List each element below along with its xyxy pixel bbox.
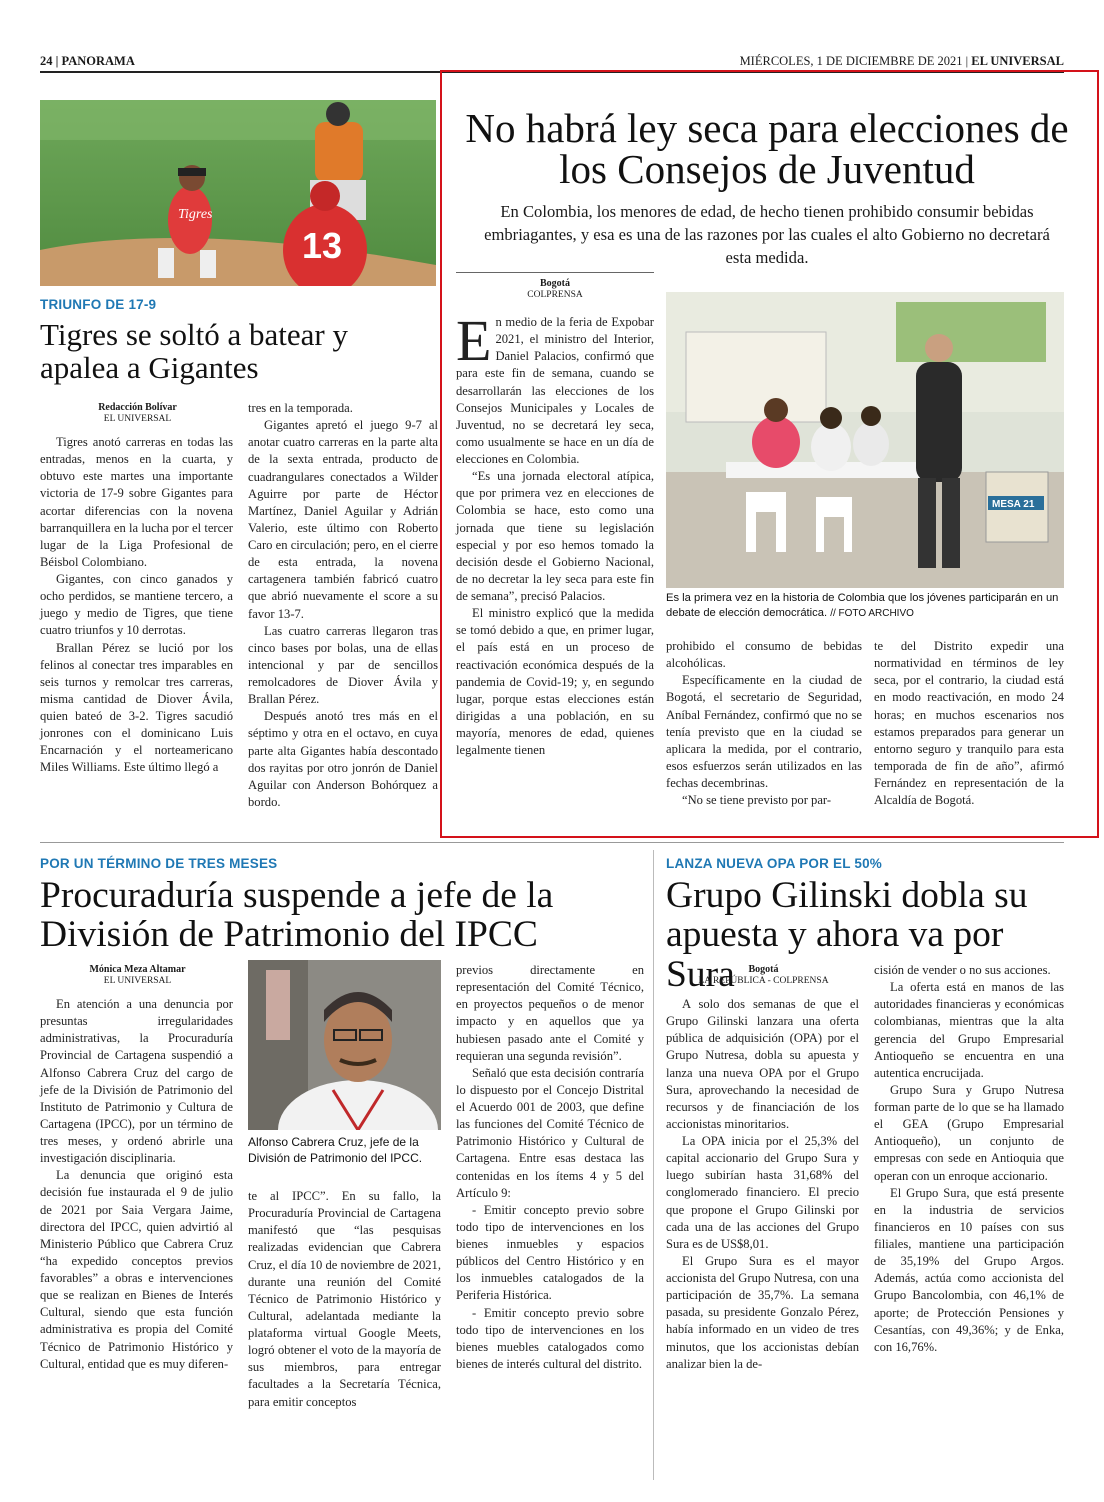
procuraduria-col3 [456,962,644,1373]
page-date: MIÉRCOLES, 1 DE DICIEMBRE DE 2021 [739,54,963,68]
section-divider [40,842,1064,843]
leyseca-col3 [874,638,1064,809]
beisbol-col2 [248,400,438,811]
leyseca-col1 [456,308,654,759]
procuraduria-col2 [248,1188,441,1411]
header-separator: | [962,54,972,68]
paragraph: Brallan Pérez se lució por los felinos al conectar tres imparables en seis turnos y remolcar tres carreras, misma cantidad de Diover Ávila, quien bateó de 3-2. Tigres sacudió jonrones con el dominicano Luis Encarnación y el norteamericano Miles Williams. Este último llegó a [40,640,233,775]
deck-leyseca: En Colombia, los menores de edad, de hecho tienen prohibido consumir bebidas embriagantes, y esa es una de las razones por las cuales el alto Gobierno no decretará esta medida. [484,202,1050,268]
page-dateline [740,54,1064,69]
headline-beisbol: Tigres se soltó a batear y apalea a Gigantes [40,317,348,386]
paragraph: A solo dos semanas de que el Grupo Gilinski lanzara una oferta pública de adquisición (OPA) por el Grupo Nutresa, dobla su apuesta y lanza una nueva OPA por el Grupo Sura, aprovechando la necesidad de recursos y de financiación de los accionistas minoritarios. [666,997,859,1131]
paragraph: previos directamente en representación del Comité Técnico, en proyectos pequeños o de menor impacto y en aquellos que ya hubiesen pasado ante el Comité y requieran una segunda revisión”. [456,963,644,1063]
byline-name: Mónica Meza Altamar [89,964,186,975]
election-photo-art [666,292,1064,588]
paragraph: El Grupo Sura, que está presente en la industria de servicios financieros en 10 países con sus filiales, mantiene una participación de 35,19% del Grupo Argos. Además, actúa como accionista del Grupo Bancolombia, con 46,1% de aporte; de Protección Pensiones y Cesantías, con 49,36%; y de Enka, con 16,76%. [874,1185,1064,1354]
paragraph: La denuncia que originó esta decisión fue instaurada el 9 de julio de 2021 por Saia Vergara Jaime, directora del IPCC, quien advirtió al Ministerio Público que Cabrera Cruz “ha expedido conceptos previos favorables” a obras e intervenciones que se realizan en Bienes de Interés Cultural, siendo que esta función administrativa es propia del Comité Técnico de Patrimonio Histórico y Cultural, entidad que es muy diferen- [40,1168,233,1371]
kicker-beisbol: TRIUNFO DE 17-9 [40,297,157,312]
paragraph: La OPA inicia por el 25,3% del capital accionario del Grupo Sura y luego subirían hasta 31,68% del conglomerado financiero. El precio que propone el Grupo Gilinski por cada una de las acciones del Grupo Sura es de US$8,01. [666,1134,859,1251]
byline-gilinski [666,964,861,986]
byline-org: LA REPÚBLICA - COLPRENSA [698,975,829,986]
page-number-section [40,54,135,69]
portrait-photo [248,960,441,1130]
baseball-photo [40,100,436,286]
gilinski-col1 [666,996,859,1373]
paragraph: Específicamente en la ciudad de Bogotá, el secretario de Seguridad, Aníbal Fernández, confirmó que no se tenía previsto que en la ciudad se aplicara la medida, por el contrario, esos esfuerzos serán utilizados en las fechas decembrinas. [666,673,862,790]
headline-procuraduria: Procuraduría suspende a jefe de la División de Patrimonio del IPCC [40,875,554,956]
paragraph: Las cuatro carreras llegaron tras cinco bases por bolas, una de ellas intencional y par de sencillos remolcadores de Diover Ávila y Brallan Pérez. [248,623,438,707]
procuraduria-col1 [40,996,233,1373]
byline-place: Bogotá [748,964,779,975]
page-number: 24 [40,54,53,68]
baseball-photo-art [40,100,436,286]
paragraph: - Emitir concepto previo sobre todo tipo de intervenciones en los bienes muebles catalogados como bienes de interés cultural del distrito. [456,1305,644,1371]
paragraph: “No se tiene previsto por par- [682,793,832,808]
paragraph: tres en la temporada. [248,401,353,415]
caption-procuraduria: Alfonso Cabrera Cruz, jefe de la División de Patrimonio del IPCC. [248,1135,423,1166]
headline-leyseca: No habrá ley seca para elecciones de los Consejos de Juventud [465,105,1069,192]
jersey-number: 13 [302,225,343,266]
caption-text: Es la primera vez en la historia de Colombia que los jóvenes participarán en un debate de elección democrática. [666,592,1059,620]
kicker-gilinski: LANZA NUEVA OPA POR EL 50% [666,856,882,871]
paragraph: “Es una jornada electoral atípica, que por primera vez en elecciones de Colombia se hace, esto como una jornada que tiene su legislación especial y por eso hemos tomado la decisión desde el Gobierno Nacional, de no decretar la ley seca para este fin de semana”, precisó Palacios. [456,469,654,603]
ballot-sign: MESA 21 [992,499,1035,510]
leyseca-col2 [666,638,862,809]
byline-org: EL UNIVERSAL [103,413,172,424]
paragraph: En atención a una denuncia por presuntas irregularidades administrativas, la Procuraduría Provincial de Cartagena suspendió a Alfonso Cabrera Cruz del cargo de jefe de la División de Patrimonio del Instituto de Patrimonio y Cultura de Cartagena (IPCC), por un término de tres meses, y ordenó abrirle una investigación disciplinaria. [40,997,233,1166]
paragraph: prohibido el consumo de bebidas alcohólicas. [666,639,862,671]
byline-procuraduria [40,964,235,986]
dropcap: E [456,308,492,373]
gilinski-col2 [874,962,1064,1356]
byline-leyseca [456,278,654,300]
paragraph: - Emitir concepto previo sobre todo tipo de intervenciones en los bienes inmuebles y espacios públicos del Centro Histórico y en los inmuebles catalogados de la Periferia Histórica. [456,1202,644,1303]
paragraph: La oferta está en manos de las autoridades financieras y económicas colombianas, mientras que la alta gerencia del Grupo Empresarial Antioqueño se encuentra en una autentica encrucijada. [874,980,1064,1080]
paragraph: El ministro explicó que la medida se tomó debido a que, en primer lugar, el país está en un proceso de reactivación económica después de la pandemia de Covid-19; y, en segundo lugar, porque estas elecciones están dirigidas a una población, en su mayoría, menores de edad, quienes legalmente tienen [456,606,654,758]
caption-leyseca [666,591,1064,621]
portrait-photo-art [248,960,441,1130]
kicker-procuraduria: POR UN TÉRMINO DE TRES MESES [40,856,278,871]
byline-org: COLPRENSA [527,289,583,300]
paragraph: Grupo Sura y Grupo Nutresa forman parte de lo que se ha llamado el GEA (Grupo Empresarial Antioqueño), un conjunto de empresas con sede en Antioquia que operan con un enroque accionario. [874,1082,1064,1183]
paragraph: El Grupo Sura es el mayor accionista del Grupo Nutresa, con una participación de 35,7%. La semana pasada, su presidente Gonzalo Pérez, había informado en un video de tres minutos, que los accionistas debían analizar bien la de- [666,1253,859,1371]
caption-credit: // FOTO ARCHIVO [830,608,914,620]
beisbol-col1 [40,434,233,777]
paragraph: te al IPCC”. En su fallo, la Procuraduría Provincial de Cartagena manifestó que “las pesquisas realizadas evidencian que Cabrera Cruz, el día 10 de noviembre de 2021, durante una reunión del Comité Técnico de Patrimonio Histórico y Cultural, adelantada mediante la plataforma virtual Google Meets, logró obtener el voto de la mayoría de sus miembros, para entregar facultades a la Secretaría Técnica, para emitir conceptos [248,1189,441,1409]
election-photo [666,292,1064,588]
section-name: PANORAMA [61,54,135,68]
paragraph: te del Distrito expedir una normatividad en términos de ley seca, por el contrario, la ciudad está en modo reactivación, en modo 24 horas; en muchos escenarios nos estamos preparados para generar un entorno seguro y tranquilo para esta temporada de fin de año”, afirmó Fernández en representación de la Alcaldía de Bogotá. [874,639,1064,808]
byline-name: Redacción Bolívar [98,402,177,413]
newspaper-name: EL UNIVERSAL [971,54,1064,68]
headline-gilinski: Grupo Gilinski dobla su apuesta y ahora va por Sura [666,875,1028,995]
paragraph: Gigantes, con cinco ganados y ocho perdidos, se mantiene tercero, a juego y medio de Tigres, que tiene cuatro triunfos y 10 derrotas. [40,572,233,638]
byline-org: EL UNIVERSAL [103,975,172,986]
byline-place: Bogotá [540,278,570,289]
header-separator: | [52,54,62,68]
byline-beisbol [40,402,235,424]
paragraph: Señaló que esta decisión contraría lo dispuesto por el Concejo Distrital el Acuerdo 001 de 2003, que define las funciones del Comité Técnico de Patrimonio Histórico y Cultural de Cartagena. Entre esas destaca las contenidas en los ítems 4 y 5 del Artículo 9: [456,1065,644,1200]
column-divider [653,850,654,1480]
paragraph: Gigantes apretó el juego 9-7 al anotar cuatro carreras en la parte alta de la sexta entrada, producto de cuadrangulares conectados a Wilder Aguirre por parte de Héctor Martínez, Daniel Aguilar y Adrián Valerio, este último con Roberto Caro en circulación; pero, en el cierre de esta entrada, la novena cartagenera también fabricó cuatro que abrió nuevamente el score a su favor 13-7. [248,418,438,621]
byline-rule [456,272,654,273]
jersey-text: Tigres [178,207,213,222]
paragraph: Tigres anotó carreras en todas las entradas, menos en la cuarta, y obtuvo este martes una importante victoria de 17-9 sobre Gigantes para acortar diferencias con la novena barranquillera en la lucha por el tercer lugar de la Liga Profesional de Béisbol Colombiano. [40,435,233,569]
paragraph: n medio de la feria de Expobar 2021, el ministro del Interior, Daniel Palacios, confirmó que para este fin de semana, cuando se desarrollarán las elecciones de los Consejos Municipales y Locales de Juventud, no se decretará ley seca, como usualmente se hace en un día de elecciones en Colombia. [456,315,654,466]
paragraph: cisión de vender o no sus acciones. [874,963,1051,977]
paragraph: Después anotó tres más en el séptimo y otra en el octavo, en cuya parte alta Gigantes había descontado dos rayitas por otro jonrón de Daniel Aguilar con Anderson Bohórquez a bordo. [248,709,438,809]
